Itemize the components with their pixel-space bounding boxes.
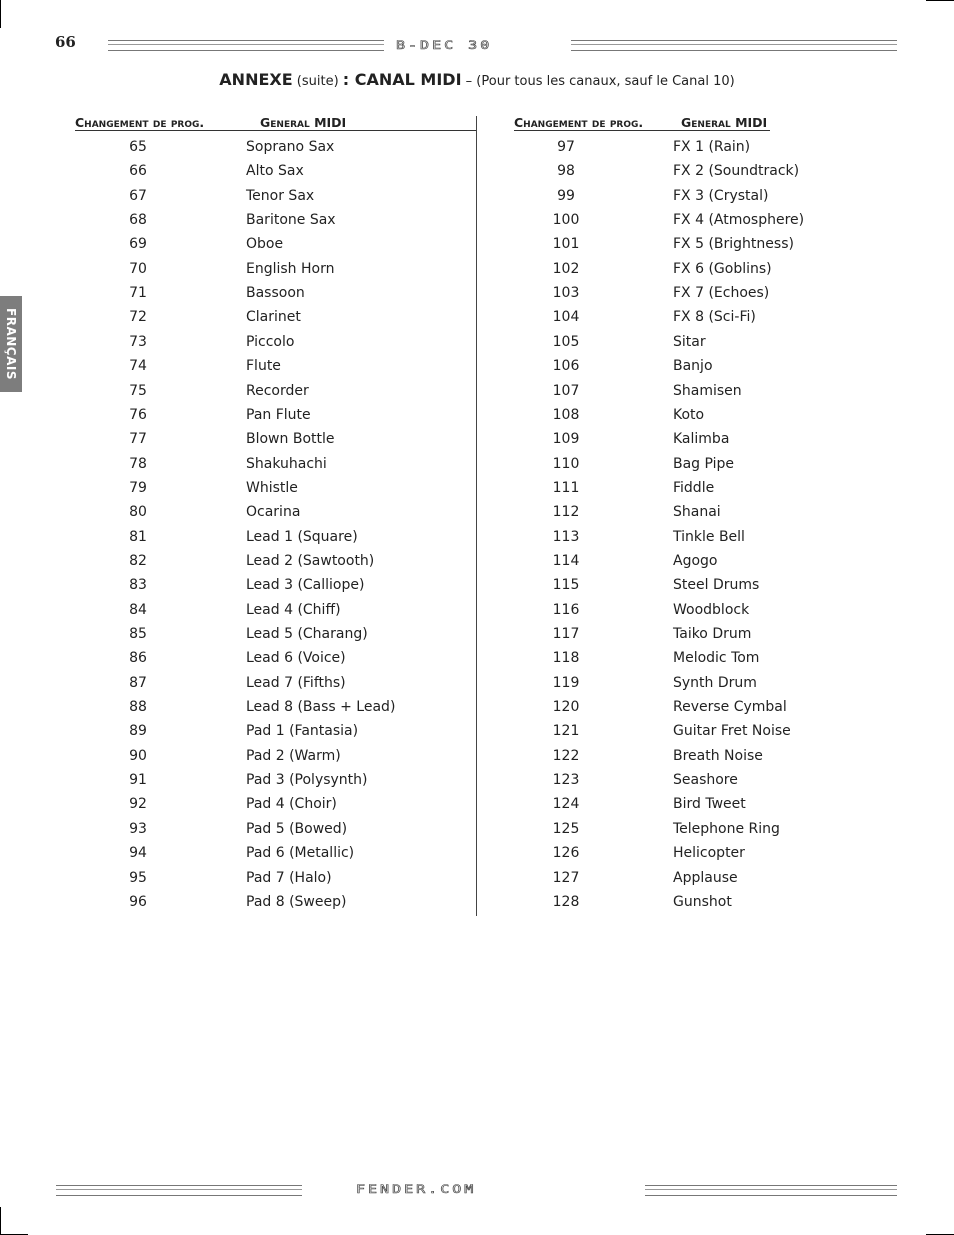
table-row <box>0 675 954 699</box>
program-number: 86 <box>129 650 147 667</box>
instrument-name: FX 2 (Soundtrack) <box>673 163 800 180</box>
table-row <box>0 407 954 431</box>
table-row <box>0 163 954 187</box>
table-row <box>0 139 954 163</box>
instrument-name: Blown Bottle <box>246 431 335 448</box>
program-number: 102 <box>552 260 580 277</box>
program-number: 116 <box>552 601 580 618</box>
program-number: 115 <box>552 577 580 594</box>
program-number: 117 <box>552 626 580 642</box>
instrument-name: Piccolo <box>246 333 295 350</box>
instrument-name: FX 3 (Crystal) <box>673 187 769 204</box>
program-number: 90 <box>129 747 147 764</box>
header-logo: B-DEC 30 <box>396 38 493 52</box>
instrument-name: Steel Drums <box>673 577 760 594</box>
program-number: 95 <box>129 869 147 886</box>
program-number: 88 <box>129 699 147 716</box>
program-number: 120 <box>552 699 580 716</box>
table-row <box>0 650 954 674</box>
header-rule-left <box>108 40 384 51</box>
instrument-name: Gunshot <box>673 893 732 910</box>
instrument-name: Oboe <box>246 236 284 253</box>
instrument-name: Banjo <box>673 358 713 375</box>
instrument-name: Baritone Sax <box>246 212 336 229</box>
left-header-rule <box>75 130 476 131</box>
header-rule-right <box>571 40 897 51</box>
instrument-name: Pad 3 (Polysynth) <box>246 772 368 789</box>
instrument-name: Telephone Ring <box>673 820 780 837</box>
instrument-name: Guitar Fret Noise <box>673 723 791 740</box>
program-number: 93 <box>129 820 147 837</box>
table-row <box>0 334 954 358</box>
instrument-name: Pan Flute <box>246 406 311 423</box>
instrument-name: Bassoon <box>246 285 305 302</box>
instrument-name: FX 8 (Sci-Fi) <box>673 309 756 326</box>
instrument-name: Synth Drum <box>673 674 757 691</box>
table-row <box>0 212 954 236</box>
instrument-name: Bag Pipe <box>673 455 735 472</box>
program-number: 122 <box>552 747 580 764</box>
program-number: 103 <box>552 285 580 302</box>
instrument-name: Pad 5 (Bowed) <box>246 820 348 837</box>
program-number: 74 <box>129 358 147 375</box>
program-number: 65 <box>129 139 147 155</box>
table-row <box>0 577 954 601</box>
program-number: 70 <box>129 260 147 277</box>
program-number: 114 <box>552 552 580 569</box>
title-suite: (suite) <box>292 74 343 89</box>
instrument-name: Shanai <box>673 504 721 521</box>
instrument-name: Flute <box>246 358 281 375</box>
table-row <box>0 748 954 772</box>
program-number: 109 <box>552 431 580 448</box>
side-tab-label: FRANÇAIS <box>4 308 18 380</box>
table-row <box>0 504 954 528</box>
footer-rule-right <box>645 1185 897 1196</box>
program-number: 128 <box>552 893 580 910</box>
instrument-name: Agogo <box>673 552 718 569</box>
program-number: 94 <box>129 845 147 862</box>
program-number: 72 <box>129 309 147 326</box>
program-number: 111 <box>552 479 580 496</box>
program-number: 108 <box>552 406 580 423</box>
program-number: 75 <box>129 382 147 399</box>
program-number: 127 <box>552 869 580 886</box>
program-number: 119 <box>552 674 580 691</box>
table-row <box>0 383 954 407</box>
instrument-name: Lead 4 (Chiff) <box>246 601 341 618</box>
table-row <box>0 894 954 918</box>
program-number: 85 <box>129 626 147 642</box>
instrument-name: Reverse Cymbal <box>673 699 787 716</box>
program-number: 77 <box>129 431 147 448</box>
table-row <box>0 602 954 626</box>
program-number: 66 <box>129 163 147 180</box>
program-number: 98 <box>557 163 575 180</box>
table-row <box>0 529 954 553</box>
table-row <box>0 772 954 796</box>
program-number: 106 <box>552 358 580 375</box>
instrument-name: FX 4 (Atmosphere) <box>673 212 805 229</box>
instrument-name: Tenor Sax <box>246 187 315 204</box>
instrument-name: Lead 5 (Charang) <box>246 626 368 642</box>
program-number: 96 <box>129 893 147 910</box>
program-number: 112 <box>552 504 580 521</box>
program-number: 67 <box>129 187 147 204</box>
title-subtitle: – (Pour tous les canaux, sauf le Canal 10) <box>461 74 735 89</box>
instrument-name: Seashore <box>673 772 738 789</box>
program-number: 113 <box>552 528 580 545</box>
program-number: 125 <box>552 820 580 837</box>
program-number: 87 <box>129 674 147 691</box>
instrument-name: Recorder <box>246 382 309 399</box>
instrument-name: Bird Tweet <box>673 796 746 813</box>
instrument-name: Pad 2 (Warm) <box>246 747 341 764</box>
instrument-name: Koto <box>673 406 705 423</box>
instrument-name: English Horn <box>246 260 335 277</box>
table-row <box>0 456 954 480</box>
instrument-name: Alto Sax <box>246 163 304 180</box>
table-row <box>0 480 954 504</box>
instrument-name: Pad 8 (Sweep) <box>246 893 347 910</box>
instrument-name: FX 7 (Echoes) <box>673 285 770 302</box>
program-number: 124 <box>552 796 580 813</box>
program-number: 100 <box>552 212 580 229</box>
table-row <box>0 626 954 650</box>
table-row <box>0 845 954 869</box>
instrument-name: Lead 8 (Bass + Lead) <box>246 699 396 716</box>
instrument-name: Shamisen <box>673 382 742 399</box>
instrument-name: Ocarina <box>246 504 301 521</box>
program-number: 81 <box>129 528 147 545</box>
table-row <box>0 699 954 723</box>
right-header-general-midi: General MIDI <box>681 115 768 130</box>
instrument-name: Woodblock <box>673 601 750 618</box>
program-number: 110 <box>552 455 580 472</box>
title-annexe: ANNEXE <box>219 70 293 89</box>
table-row <box>0 723 954 747</box>
table-row <box>0 188 954 212</box>
program-number: 118 <box>552 650 580 667</box>
instrument-name: Fiddle <box>673 479 715 496</box>
table-row <box>0 796 954 820</box>
table-row <box>0 431 954 455</box>
program-number: 107 <box>552 382 580 399</box>
program-number: 91 <box>129 772 147 789</box>
instrument-name: Shakuhachi <box>246 455 327 472</box>
table-row <box>0 285 954 309</box>
instrument-name: Pad 1 (Fantasia) <box>246 723 359 740</box>
program-number: 89 <box>129 723 147 740</box>
right-header-program-change: Changement de prog. <box>514 115 644 130</box>
instrument-name: Pad 4 (Choir) <box>246 796 337 813</box>
title-canal-midi: : CANAL MIDI <box>342 70 462 89</box>
program-number: 80 <box>129 504 147 521</box>
instrument-name: Tinkle Bell <box>673 528 745 545</box>
instrument-name: Lead 2 (Sawtooth) <box>246 552 375 569</box>
program-number: 76 <box>129 406 147 423</box>
program-number: 79 <box>129 479 147 496</box>
program-number: 69 <box>129 236 147 253</box>
page-title <box>0 70 954 89</box>
program-number: 84 <box>129 601 147 618</box>
footer-logo: FENDER.COM <box>356 1182 477 1196</box>
crop-mark-bottom-left-v <box>0 1207 1 1235</box>
footer-rule-left <box>56 1185 302 1196</box>
program-number: 121 <box>552 723 580 740</box>
instrument-name: FX 5 (Brightness) <box>673 236 794 253</box>
program-number: 126 <box>552 845 580 862</box>
program-number: 97 <box>557 139 575 155</box>
table-row <box>0 870 954 894</box>
instrument-name: Helicopter <box>673 845 745 862</box>
instrument-name: Applause <box>673 869 738 886</box>
instrument-name: Breath Noise <box>673 747 763 764</box>
instrument-name: FX 1 (Rain) <box>673 139 751 155</box>
program-number: 104 <box>552 309 580 326</box>
crop-mark-top-right-h <box>926 0 954 1</box>
instrument-name: Kalimba <box>673 431 730 448</box>
table-row <box>0 236 954 260</box>
program-number: 73 <box>129 333 147 350</box>
instrument-name: Taiko Drum <box>673 626 752 642</box>
instrument-name: Pad 7 (Halo) <box>246 869 332 886</box>
instrument-name: FX 6 (Goblins) <box>673 260 772 277</box>
program-number: 82 <box>129 552 147 569</box>
instrument-name: Whistle <box>246 479 298 496</box>
table-row <box>0 821 954 845</box>
program-number: 68 <box>129 212 147 229</box>
page-number: 66 <box>55 33 76 51</box>
program-number: 99 <box>557 187 575 204</box>
program-number: 105 <box>552 333 580 350</box>
instrument-name: Pad 6 (Metallic) <box>246 845 355 862</box>
left-header-program-change: Changement de prog. <box>75 115 205 130</box>
program-number: 123 <box>552 772 580 789</box>
instrument-name: Melodic Tom <box>673 650 760 667</box>
instrument-name: Lead 3 (Calliope) <box>246 577 365 594</box>
table-row <box>0 261 954 285</box>
crop-mark-top-left-v <box>0 0 1 28</box>
table-row <box>0 309 954 333</box>
table-row <box>0 358 954 382</box>
left-header-general-midi: General MIDI <box>260 115 347 130</box>
program-number: 101 <box>552 236 580 253</box>
instrument-name: Lead 7 (Fifths) <box>246 674 346 691</box>
instrument-name: Soprano Sax <box>246 139 335 155</box>
instrument-name: Clarinet <box>246 309 301 326</box>
table-row <box>0 553 954 577</box>
right-header-rule <box>514 130 770 131</box>
instrument-name: Sitar <box>673 333 706 350</box>
program-number: 71 <box>129 285 147 302</box>
instrument-name: Lead 1 (Square) <box>246 528 358 545</box>
program-number: 83 <box>129 577 147 594</box>
program-number: 78 <box>129 455 147 472</box>
program-number: 92 <box>129 796 147 813</box>
instrument-name: Lead 6 (Voice) <box>246 650 346 667</box>
